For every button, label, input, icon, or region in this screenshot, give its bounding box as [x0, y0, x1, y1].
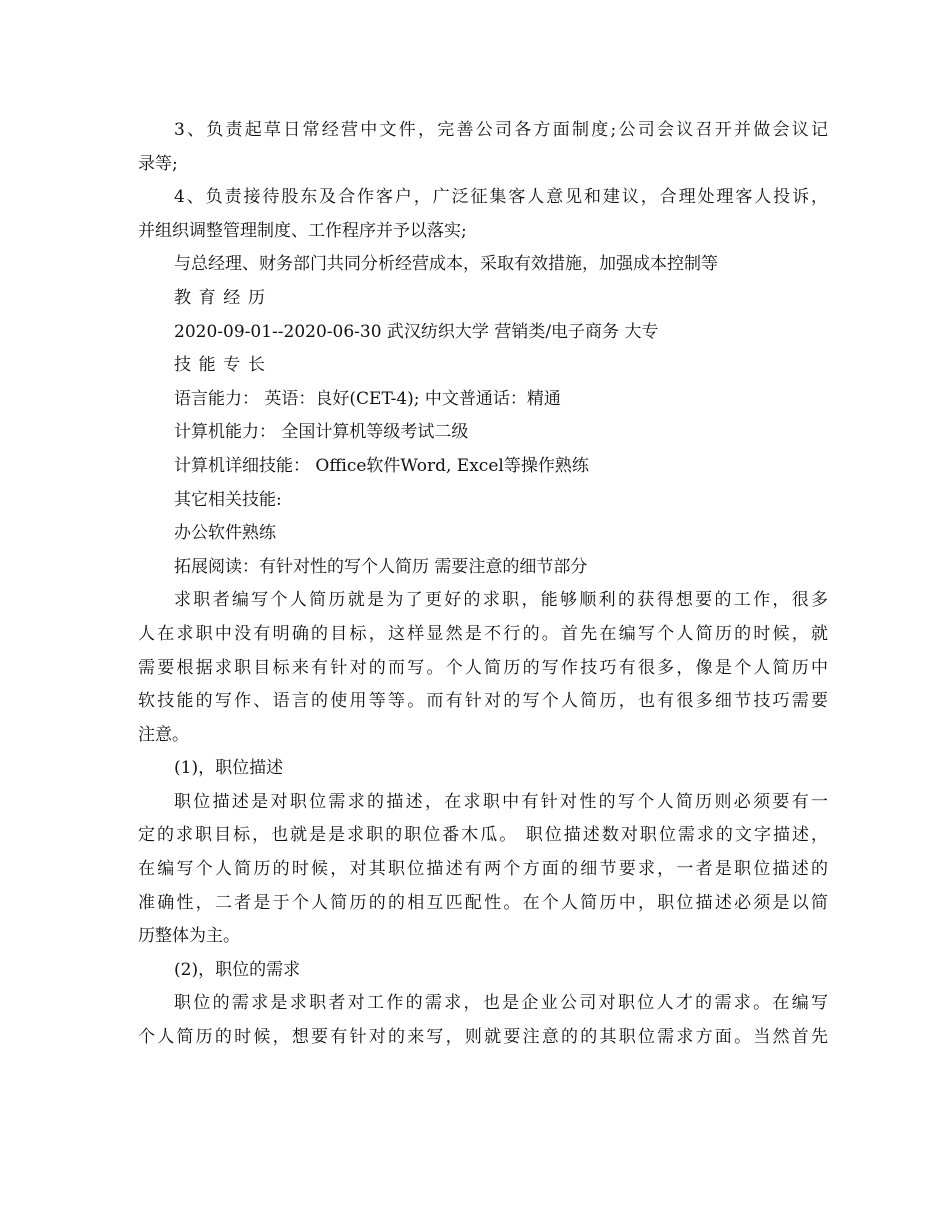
reading-para2-line-1: 职位描述是对职位需求的描述，在求职中有针对性的写个人简历则必须要有一: [174, 791, 828, 812]
skill-other-value: 办公软件熟练: [174, 523, 276, 544]
reading-para2-line-5: 历整体为主。: [138, 926, 240, 947]
reading-para1-line-3: 需要根据求职目标来有针对的而写。个人简历的写作技巧有很多，像是个人简历中: [138, 657, 828, 678]
reading-para1-line-2: 人在求职中没有明确的目标，这样显然是不行的。首先在编写个人简历的时候，就: [138, 623, 828, 644]
reading-para1-line-5: 注意。: [138, 724, 189, 745]
duty-item-4-line-1: 4、负责接待股东及合作客户，广泛征集客人意见和建议，合理处理客人投诉，: [174, 187, 828, 208]
duty-item-3-line-2: 录等;: [138, 153, 178, 174]
reading-para3-line-1: 职位的需求是求职者对工作的需求，也是企业公司对职位人才的需求。在编写: [174, 993, 828, 1014]
skill-language: 语言能力： 英语：良好(CET-4); 中文普通话：精通: [174, 388, 561, 409]
reading-title: 拓展阅读：有针对性的写个人简历 需要注意的细节部分: [174, 556, 588, 577]
skill-computer: 计算机能力： 全国计算机等级考试二级: [174, 422, 469, 443]
reading-para1-line-1: 求职者编写个人简历就是为了更好的求职，能够顺利的获得想要的工作，很多: [174, 590, 828, 611]
education-entry: 2020-09-01--2020-06-30 武汉纺织大学 营销类/电子商务 大专: [174, 321, 659, 342]
reading-para2-line-3: 在编写个人简历的时候，对其职位描述有两个方面的细节要求，一者是职位描述的: [138, 859, 828, 880]
duty-item-4-line-2: 并组织调整管理制度、工作程序并予以落实;: [138, 220, 467, 241]
skills-heading: 技能专长: [174, 355, 273, 376]
skill-other-label: 其它相关技能:: [174, 489, 282, 510]
reading-para1-line-4: 软技能的写作、语言的使用等等。而有针对的写个人简历，也有很多细节技巧需要: [138, 691, 828, 712]
duty-extra: 与总经理、财务部门共同分析经营成本，采取有效措施，加强成本控制等: [174, 254, 718, 275]
section-2-title: (2)，职位的需求: [174, 959, 301, 980]
reading-para2-line-2: 定的求职目标，也就是是求职的职位番木瓜。 职位描述数对职位需求的文字描述，: [138, 825, 828, 846]
duty-item-3-line-1: 3、负责起草日常经营中文件，完善公司各方面制度;公司会议召开并做会议记: [174, 120, 828, 140]
skill-computer-detail: 计算机详细技能： Office软件Word, Excel等操作熟练: [174, 455, 589, 476]
reading-para2-line-4: 准确性，二者是于个人简历的的相互匹配性。在个人简历中，职位描述必须是以简: [138, 892, 828, 913]
section-1-title: (1)，职位描述: [174, 758, 284, 779]
reading-para3-line-2: 个人简历的时候，想要有针对的来写，则就要注意的的其职位需求方面。当然首先: [138, 1027, 828, 1048]
education-heading: 教育经历: [174, 287, 273, 308]
page-content: [138, 114, 828, 1055]
